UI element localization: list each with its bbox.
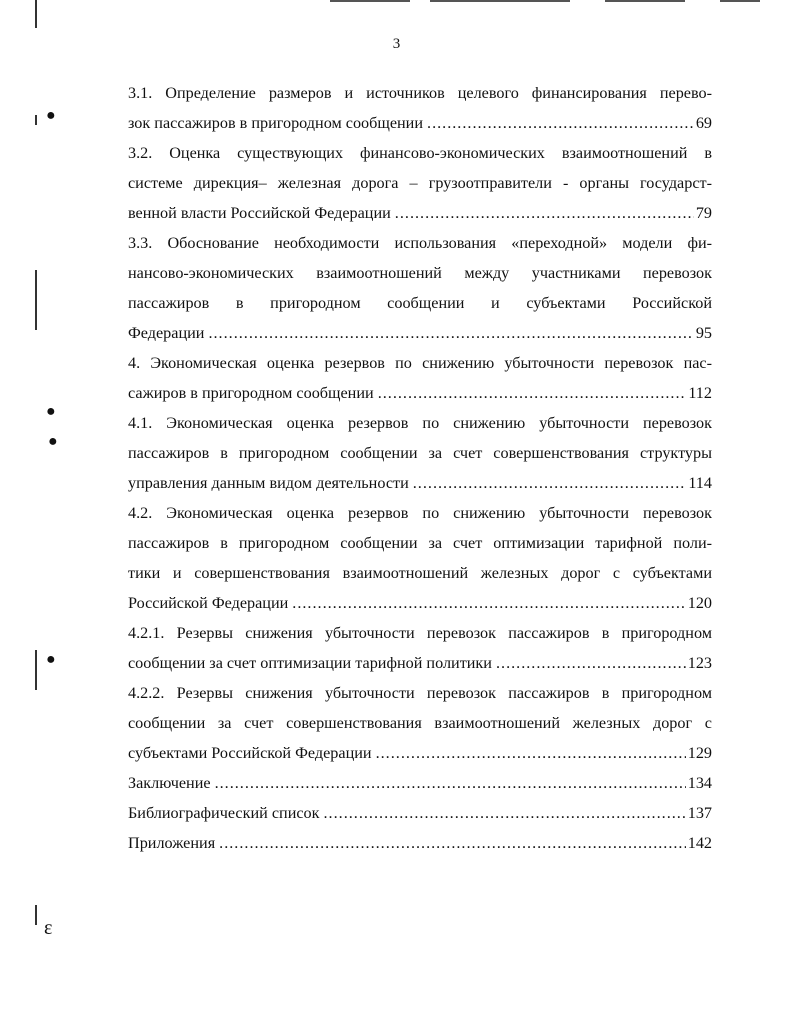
toc-entry-title: субъектами Российской Федерации: [128, 744, 372, 762]
punch-hole-mark-icon: ●: [46, 403, 56, 420]
toc-page-number: 112: [688, 384, 712, 402]
scan-edge-line: [605, 0, 685, 2]
toc-page-number: 95: [695, 324, 712, 342]
toc-entry-title: сообщении за счет оптимизации тарифной политики: [128, 654, 492, 672]
binding-edge-line: [35, 905, 37, 925]
toc-entry-title: Приложения: [128, 834, 216, 852]
toc-page-number: 120: [687, 594, 712, 612]
toc-entry-line: 4. Экономическая оценка резервов по снижению убыточности перевозок пас-: [128, 354, 712, 372]
toc-entry-last-line[interactable]: [128, 648, 712, 678]
toc-entry-line: 4.2.1. Резервы снижения убыточности перевозок пассажиров в пригородном: [128, 624, 712, 642]
dot-leader: [292, 588, 685, 618]
toc-entry-last-line[interactable]: [128, 768, 712, 798]
punch-hole-mark-icon: ɛ: [44, 917, 53, 939]
binding-edge-line: [35, 650, 37, 690]
scan-edge-line: [720, 0, 760, 2]
toc-entry-title: Заключение: [128, 774, 211, 792]
toc-page-number: 123: [687, 654, 712, 672]
toc-page-number: 142: [687, 834, 712, 852]
toc-entry-title: венной власти Российской Федерации: [128, 204, 391, 222]
scan-edge-line: [430, 0, 570, 2]
toc-page-number: 137: [687, 804, 712, 822]
toc-entry-title: сажиров в пригородном сообщении: [128, 384, 374, 402]
dot-leader: [413, 468, 687, 498]
toc-entry-last-line[interactable]: [128, 198, 712, 228]
page-number: 3: [392, 36, 401, 52]
punch-hole-mark-icon: ●: [48, 433, 58, 450]
toc-entry-line: тики и совершенствования взаимоотношений железных дорог с субъектами: [128, 564, 712, 582]
punch-hole-mark-icon: ●: [46, 651, 56, 668]
toc-entry-line: 3.2. Оценка существующих финансово-экономических взаимоотношений в: [128, 144, 712, 162]
dot-leader: [219, 828, 686, 858]
toc-entry-last-line[interactable]: [128, 318, 712, 348]
dot-leader: [215, 768, 686, 798]
toc-entry-last-line[interactable]: [128, 108, 712, 138]
toc-entry-title: зок пассажиров в пригородном сообщении: [128, 114, 424, 132]
toc-entry-last-line[interactable]: [128, 798, 712, 828]
scan-edge-line: [330, 0, 410, 2]
dot-leader: [378, 378, 687, 408]
toc-page-number: 79: [695, 204, 712, 222]
toc-entry-line: сообщении за счет совершенствования взаимоотношений железных дорог с: [128, 714, 712, 732]
dot-leader: [395, 198, 694, 228]
toc-entry-line: нансово-экономических взаимоотношений между участниками перевозок: [128, 264, 712, 282]
binding-edge-line: [35, 0, 37, 28]
toc-entry-last-line[interactable]: [128, 828, 712, 858]
toc-entry-line: 4.2. Экономическая оценка резервов по снижению убыточности перевозок: [128, 504, 712, 522]
toc-entry-last-line[interactable]: [128, 588, 712, 618]
dot-leader: [208, 318, 693, 348]
toc-entry-line: 3.1. Определение размеров и источников целевого финансирования перево-: [128, 84, 712, 102]
toc-entry-last-line[interactable]: [128, 378, 712, 408]
toc-page-number: 69: [695, 114, 712, 132]
toc-entry-line: 4.2.2. Резервы снижения убыточности перевозок пассажиров в пригородном: [128, 684, 712, 702]
toc-entry-line: системе дирекция– железная дорога – грузоотправители - органы государст-: [128, 174, 712, 192]
dot-leader: [324, 798, 686, 828]
dot-leader: [496, 648, 686, 678]
binding-edge-line: [35, 115, 37, 125]
toc-page-number: 114: [688, 474, 712, 492]
toc-page-number: 129: [687, 744, 712, 762]
dot-leader: [376, 738, 686, 768]
toc-entry-line: пассажиров в пригородном сообщении и субъектами Российской: [128, 294, 712, 312]
binding-edge-line: [35, 270, 37, 330]
toc-entry-last-line[interactable]: [128, 468, 712, 498]
toc-entry-line: 3.3. Обоснование необходимости использования «переходной» модели фи-: [128, 234, 712, 252]
toc-page-number: 134: [687, 774, 712, 792]
toc-entry-line: 4.1. Экономическая оценка резервов по снижению убыточности перевозок: [128, 414, 712, 432]
toc-entry-title: Федерации: [128, 324, 205, 342]
toc-entry-last-line[interactable]: [128, 738, 712, 768]
toc-entry-title: Библиографический список: [128, 804, 320, 822]
table-of-contents: [128, 78, 712, 858]
toc-entry-title: управления данным видом деятельности: [128, 474, 409, 492]
toc-entry-title: Российской Федерации: [128, 594, 289, 612]
toc-entry-line: пассажиров в пригородном сообщении за счет совершенствования структуры: [128, 444, 712, 462]
dot-leader: [427, 108, 694, 138]
toc-entry-line: пассажиров в пригородном сообщении за счет оптимизации тарифной поли-: [128, 534, 712, 552]
punch-hole-mark-icon: ●: [46, 107, 56, 124]
